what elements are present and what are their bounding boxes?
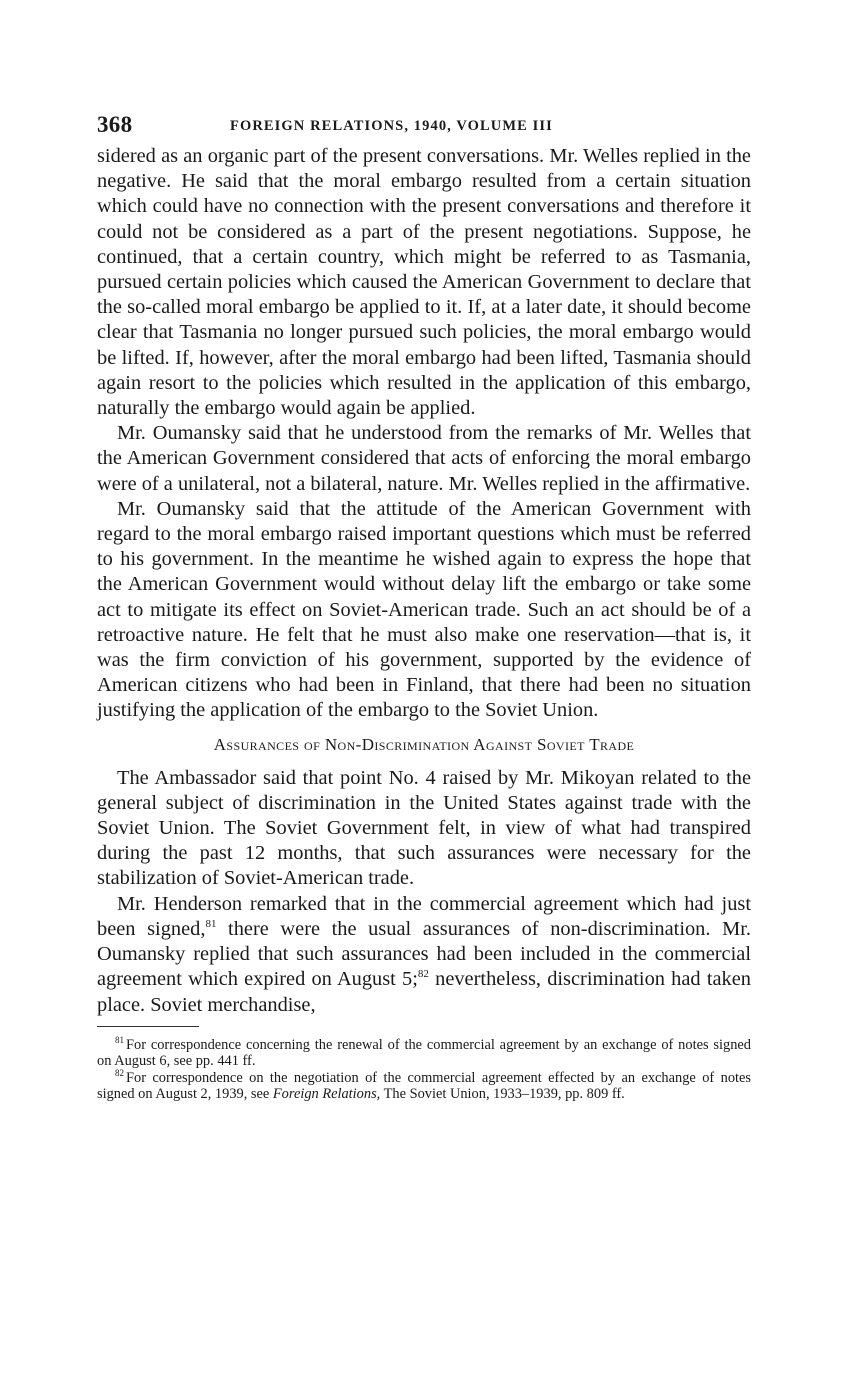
footnote-text: The Soviet Union, 1933–1939, pp. 809 ff. bbox=[380, 1086, 625, 1103]
footnote-italic-title: Foreign Relations, bbox=[272, 1086, 381, 1103]
main-text bbox=[97, 144, 751, 1018]
running-header bbox=[97, 110, 751, 144]
footnote-marker: 81 bbox=[115, 1034, 124, 1045]
paragraph-text: there were the usual assurances of non-discrimination. Mr. Oumansky replied that such assurances had been included in the commercial agreement which expired on August 5; bbox=[97, 917, 751, 991]
section-heading: Assurances of Non-Discrimination Against Soviet Trade bbox=[213, 734, 635, 754]
paragraph: sidered as an organic part of the present conversations. Mr. Welles replied in the negative. He said that the moral embargo resulted from a certain situation which could have no connection with the present conversations and therefore it could not be considered as a part of the present negotiations. Suppose, he continued, that a certain country, which might be referred to as Tasmania, pursued certain policies which caused the American Government to declare that the so-called moral embargo be applied to it. If, at a later date, it should become clear that Tasmania no longer pursued such policies, the moral embargo would be lifted. If, however, after the moral embargo had been lifted, Tasmania should again resort to the policies which resulted in the application of this embargo, naturally the embargo would again be applied. bbox=[97, 145, 751, 420]
paragraph: The Ambassador said that point No. 4 raised by Mr. Mikoyan related to the general subject of discrimination in the United States against trade with the Soviet Union. The Soviet Government felt, in view of what had transpired during the past 12 months, that such assurances were necessary for the stabilization of Soviet-American trade. bbox=[97, 766, 751, 890]
paragraph-text: Mr. Henderson remarked that in the commercial agreement which had just been signed, bbox=[97, 892, 751, 940]
page-number: 368 bbox=[97, 112, 133, 137]
footnote-reference: 82 bbox=[417, 968, 429, 981]
footnote bbox=[97, 1067, 751, 1103]
footnote-text: For correspondence concerning the renewal of the commercial agreement by an exchange of notes signed on August 6, see pp. 441 ff. bbox=[97, 1036, 751, 1070]
footnote bbox=[97, 1034, 751, 1070]
paragraph-text: nevertheless, discrimination had taken place. Soviet merchandise, bbox=[97, 968, 751, 1016]
footnote-marker: 82 bbox=[115, 1067, 124, 1078]
footnotes bbox=[97, 1034, 751, 1103]
footnote-text: For correspondence on the negotiation of the commercial agreement effected by an exchange of notes signed on August 2, 1939, see bbox=[97, 1069, 751, 1103]
footnote-reference: 81 bbox=[205, 918, 217, 931]
running-title: FOREIGN RELATIONS, 1940, VOLUME III bbox=[230, 118, 553, 134]
footnote-divider bbox=[97, 1026, 199, 1027]
paragraph: Mr. Oumansky said that he understood from the remarks of Mr. Welles that the American Government considered that acts of enforcing the moral embargo were of a unilateral, not a bilateral, nature. Mr. Welles replied in the affirmative. bbox=[97, 422, 751, 495]
paragraph bbox=[97, 892, 751, 1018]
document-page bbox=[97, 110, 751, 1103]
paragraph: Mr. Oumansky said that the attitude of the American Government with regard to the moral embargo raised important questions which must be referred to his government. In the meantime he wished again to express the hope that the American Government would without delay lift the embargo or take some act to mitigate its effect on Soviet-American trade. Such an act should be of a retroactive nature. He felt that he must also make one reservation—that is, it was the firm conviction of his government, supported by the evidence of American citizens who had been in Finland, that there had been no situation justifying the application of the embargo to the Soviet Union. bbox=[97, 497, 751, 722]
